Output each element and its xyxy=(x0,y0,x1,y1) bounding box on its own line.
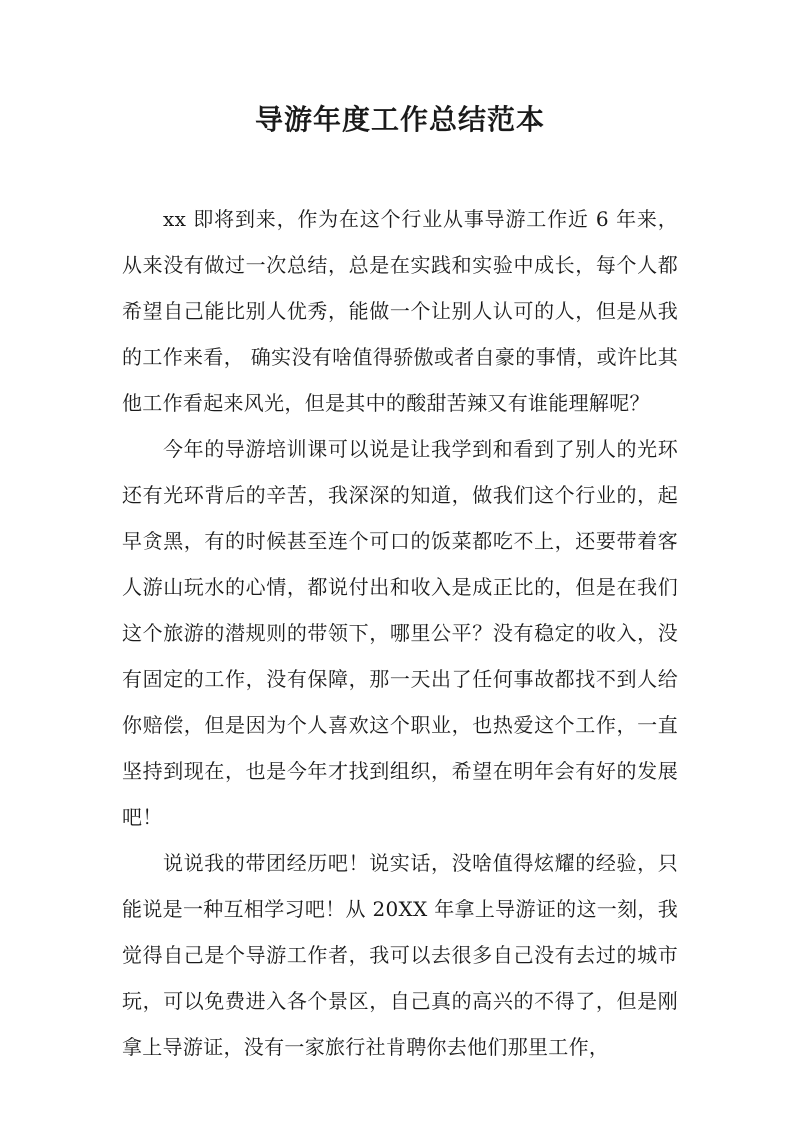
document-body xyxy=(122,196,678,1070)
document-title: 导游年度工作总结范本 xyxy=(254,103,545,136)
paragraph: 说说我的带团经历吧！说实话，没啥值得炫耀的经验，只能说是一种互相学习吧！从 20XX 年拿上导游证的这一刻，我觉得自己是个导游工作者，我可以去很多自己没有去过的城市玩，可以免费进入各个景区，自己真的高兴的不得了，但是刚拿上导游证，没有一家旅行社肯聘你去他们那里工作， xyxy=(122,851,678,1059)
paragraph: xx 即将到来，作为在这个行业从事导游工作近 6 年来，从来没有做过一次总结，总是在实践和实验中成长，每个人都希望自己能比别人优秀，能做一个让别人认可的人，但是从我的工作来看， 确实没有啥值得骄傲或者自豪的事情，或许比其他工作看起来风光，但是其中的酸甜苦辣又有谁能理解呢？ xyxy=(122,207,678,415)
paragraph: 今年的导游培训课可以说是让我学到和看到了别人的光环还有光环背后的辛苦，我深深的知道，做我们这个行业的，起早贪黑，有的时候甚至连个可口的饭菜都吃不上，还要带着客人游山玩水的心情，都说付出和收入是成正比的，但是在我们这个旅游的潜规则的带领下，哪里公平？没有稳定的收入，没有固定的工作，没有保障，那一天出了任何事故都找不到人给你赔偿，但是因为个人喜欢这个职业，也热爱这个工作，一直坚持到现在，也是今年才找到组织，希望在明年会有好的发展吧！ xyxy=(122,437,678,829)
